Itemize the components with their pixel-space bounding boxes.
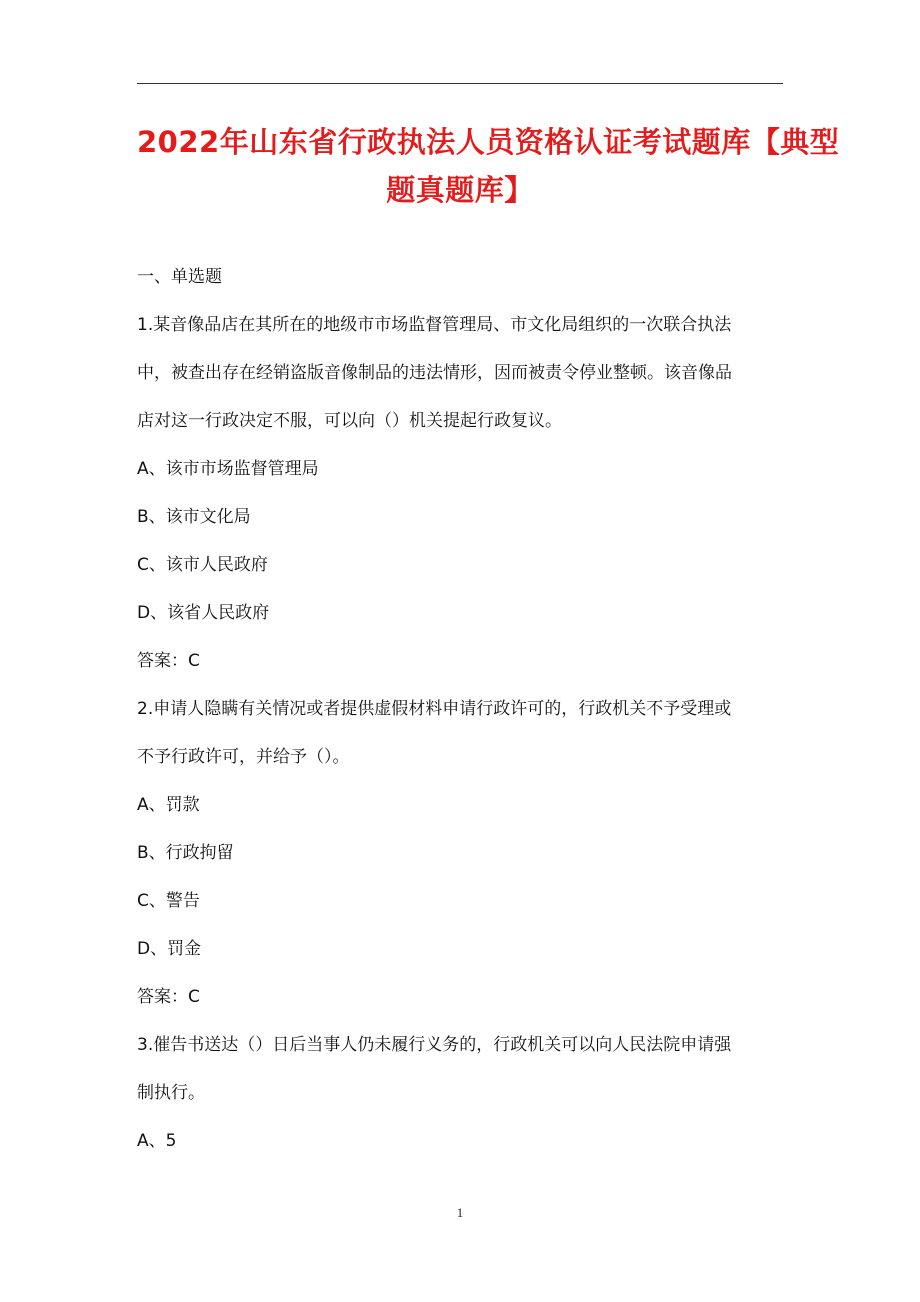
answer: 答案：C	[137, 651, 200, 671]
question-stem-line: 中，被查出存在经销盗版音像制品的违法情形，因而被责令停业整顿。该音像品	[137, 363, 732, 383]
option-c: C、该市人民政府	[137, 555, 268, 575]
option-a: A、5	[137, 1131, 177, 1151]
question-3	[137, 1021, 785, 1165]
answer: 答案：C	[137, 987, 200, 1007]
title-line-2: 题真题库】	[386, 173, 534, 207]
document-title	[137, 118, 840, 214]
question-stem-line: 不予行政许可，并给予（）。	[137, 747, 350, 767]
page-number: 1	[456, 1205, 464, 1220]
option-d: D、该省人民政府	[137, 603, 270, 623]
title-line-1: 2022年山东省行政执法人员资格认证考试题库【典型	[137, 125, 840, 159]
section-heading: 一、单选题	[137, 267, 222, 287]
question-2	[137, 685, 785, 1021]
option-b: B、行政拘留	[137, 843, 234, 863]
option-a: A、罚款	[137, 795, 200, 815]
question-stem-line: 2.申请人隐瞒有关情况或者提供虚假材料申请行政许可的，行政机关不予受理或	[137, 699, 732, 719]
question-stem-line: 店对这一行政决定不服，可以向（）机关提起行政复议。	[137, 411, 562, 431]
option-c: C、警告	[137, 891, 200, 911]
question-stem-line: 制执行。	[137, 1083, 205, 1103]
question-stem-line: 1.某音像品店在其所在的地级市市场监督管理局、市文化局组织的一次联合执法	[137, 315, 732, 335]
question-stem-line: 3.催告书送达（）日后当事人仍未履行义务的，行政机关可以向人民法院申请强	[137, 1035, 732, 1055]
option-b: B、该市文化局	[137, 507, 251, 527]
header-rule	[137, 83, 783, 84]
option-a: A、该市市场监督管理局	[137, 459, 319, 479]
option-d: D、罚金	[137, 939, 202, 959]
question-1	[137, 301, 785, 685]
document-body	[137, 253, 785, 1165]
